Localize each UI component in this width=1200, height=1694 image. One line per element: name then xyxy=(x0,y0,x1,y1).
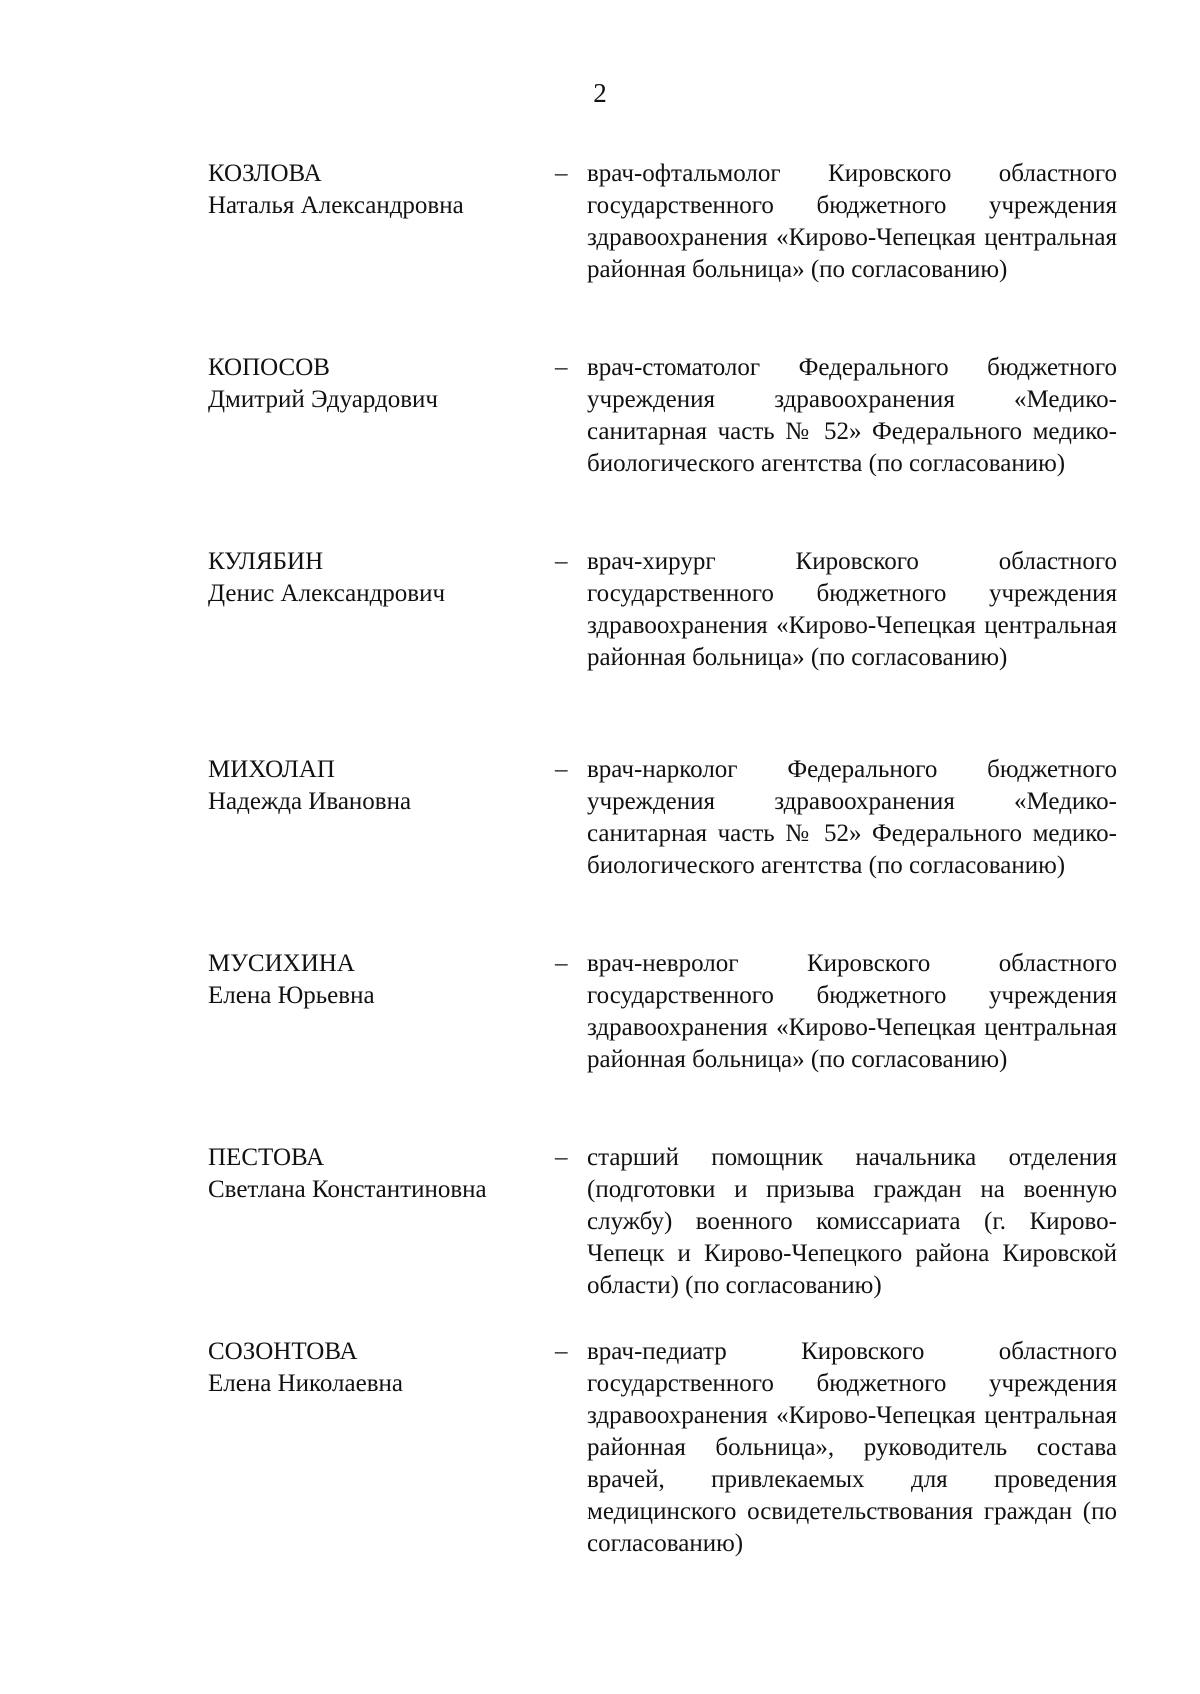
member-role: врач-педиатр Кировского областного государственного бюджетного учреждения здравоохранения «Кирово-Чепецкая центральная районная больница», руководитель состава врачей, привлекаемых для проведения медицинского освидетельствования граждан (по согласованию) xyxy=(587,1338,1117,1557)
member-name xyxy=(208,352,548,546)
member-entry xyxy=(0,1142,1200,1336)
member-entry xyxy=(0,158,1200,352)
member-role: врач-невролог Кировского областного государственного бюджетного учреждения здравоохранения «Кирово-Чепецкая центральная районная больница» (по согласованию) xyxy=(587,950,1117,1073)
member-given-names: Денис Александрович xyxy=(208,580,446,607)
entry-dash: – xyxy=(555,756,568,783)
page-number: 2 xyxy=(593,78,607,108)
entry-dash: – xyxy=(555,1144,568,1171)
member-entry xyxy=(0,546,1200,754)
entry-dash: – xyxy=(555,354,568,381)
member-role: врач-нарколог Федерального бюджетного учреждения здравоохранения «Медико-санитарная часть № 52» Федерального медико-биологического агентства (по согласованию) xyxy=(587,756,1117,879)
member-entry xyxy=(0,948,1200,1142)
member-name xyxy=(208,158,548,352)
member-entry xyxy=(0,754,1200,948)
member-name xyxy=(208,546,548,754)
entry-dash: – xyxy=(555,950,568,977)
member-entry xyxy=(0,352,1200,546)
member-name xyxy=(208,1142,548,1336)
member-surname: КУЛЯБИН xyxy=(208,548,324,575)
entry-dash: – xyxy=(555,548,568,575)
member-role: врач-офтальмолог Кировского областного государственного бюджетного учреждения здравоохранения «Кирово-Чепецкая центральная районная больница» (по согласованию) xyxy=(587,160,1117,283)
member-given-names: Надежда Ивановна xyxy=(208,788,412,815)
member-name xyxy=(208,1336,548,1596)
member-name xyxy=(208,754,548,948)
member-role: старший помощник начальника отделения (подготовки и призыва граждан на военную службу) военного комиссариата (г. Кирово-Чепецк и Кирово-Чепецкого района Кировской области) (по согласованию) xyxy=(587,1144,1117,1299)
member-surname: МИХОЛАП xyxy=(208,756,335,783)
member-given-names: Наталья Александровна xyxy=(208,192,464,219)
member-given-names: Елена Николаевна xyxy=(208,1370,403,1397)
member-given-names: Елена Юрьевна xyxy=(208,982,375,1009)
member-entry xyxy=(0,1336,1200,1596)
member-surname: ПЕСТОВА xyxy=(208,1144,325,1171)
member-role: врач-стоматолог Федерального бюджетного учреждения здравоохранения «Медико-санитарная часть № 52» Федерального медико-биологического агентства (по согласованию) xyxy=(587,354,1117,477)
member-surname: КОПОСОВ xyxy=(208,354,330,381)
member-given-names: Светлана Константиновна xyxy=(208,1176,487,1203)
member-surname: МУСИХИНА xyxy=(208,950,355,977)
member-surname: КОЗЛОВА xyxy=(208,160,322,187)
member-surname: СОЗОНТОВА xyxy=(208,1338,358,1365)
commission-member-list xyxy=(0,158,1200,1596)
member-given-names: Дмитрий Эдуардович xyxy=(208,386,439,413)
entry-dash: – xyxy=(555,160,568,187)
entry-dash: – xyxy=(555,1338,568,1365)
member-role: врач-хирург Кировского областного государственного бюджетного учреждения здравоохранения «Кирово-Чепецкая центральная районная больница» (по согласованию) xyxy=(587,548,1117,671)
member-name xyxy=(208,948,548,1142)
